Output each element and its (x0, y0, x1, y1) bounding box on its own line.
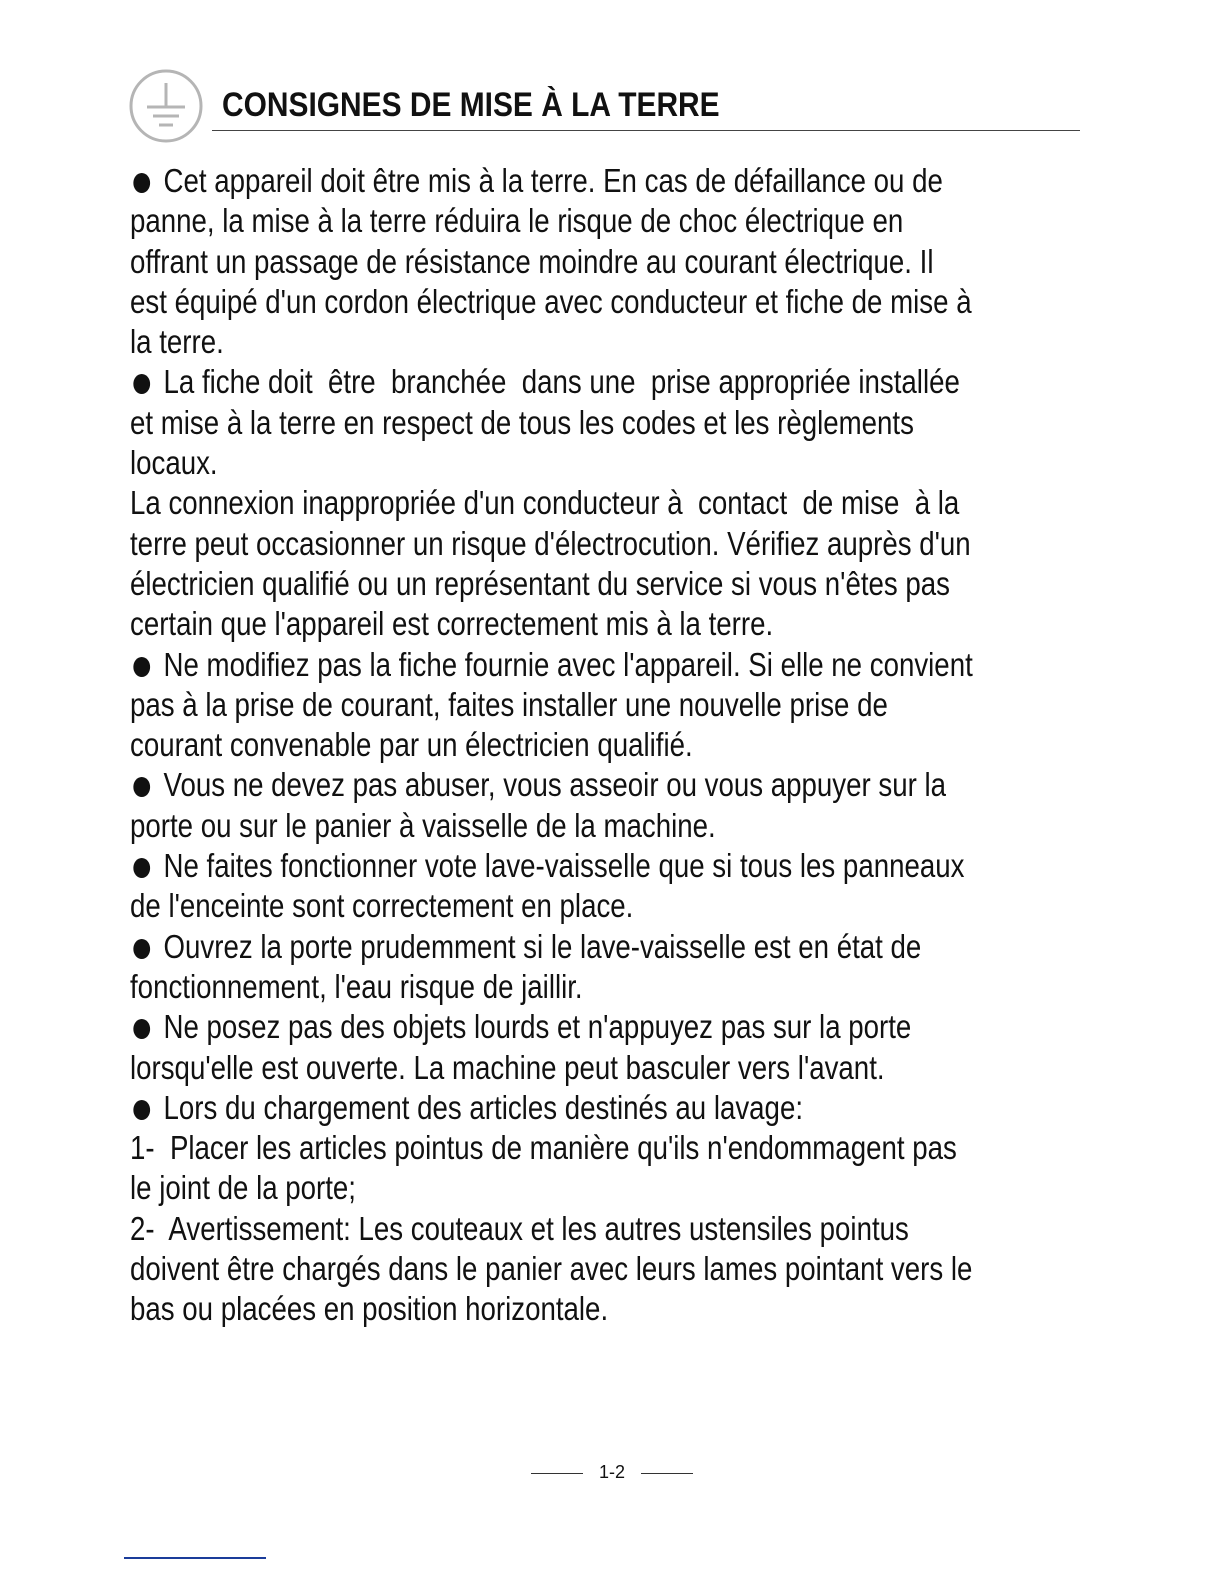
text-line (130, 1048, 976, 1088)
bullet-line (130, 161, 976, 201)
text-line (130, 1249, 976, 1289)
line-text: lorsqu'elle est ouverte. La machine peut basculer vers l'avant. (130, 1048, 885, 1086)
bullet-icon (133, 657, 150, 677)
bottom-left-rule (124, 1557, 266, 1559)
bullet-icon (133, 374, 150, 394)
bullet-line (130, 1007, 976, 1047)
line-text: locaux. (130, 444, 218, 482)
bullet-line (130, 362, 976, 402)
bullet-icon (133, 1100, 150, 1120)
text-line (130, 242, 976, 282)
line-text: est équipé d'un cordon électrique avec conducteur et fiche de mise à (130, 282, 972, 320)
text-line (130, 886, 976, 926)
text-line (130, 725, 976, 765)
text-line (130, 201, 976, 241)
line-text: Ouvrez la porte prudemment si le lave-vaisselle est en état de (163, 927, 922, 965)
text-line (130, 564, 976, 604)
text-line (130, 1209, 976, 1249)
text-line (130, 604, 976, 644)
title-underline (212, 130, 1080, 131)
text-line (130, 685, 976, 725)
line-text: la terre. (130, 323, 224, 361)
text-line (130, 524, 976, 564)
page-title: CONSIGNES DE MISE À LA TERRE (222, 86, 720, 124)
line-text: Vous ne devez pas abuser, vous asseoir ou vous appuyer sur la (163, 766, 947, 804)
text-line (130, 322, 976, 362)
text-line (130, 483, 976, 523)
bullet-icon (133, 858, 150, 878)
page-footer (0, 1462, 1224, 1483)
section-header (128, 68, 1080, 148)
line-text: La fiche doit être branchée dans une prise appropriée installée (163, 363, 960, 401)
line-text: fonctionnement, l'eau risque de jaillir. (130, 967, 583, 1005)
line-text: bas ou placées en position horizontale. (130, 1290, 609, 1328)
line-text: et mise à la terre en respect de tous les codes et les règlements (130, 403, 914, 441)
line-text: pas à la prise de courant, faites installer une nouvelle prise de (130, 685, 888, 723)
text-line (130, 967, 976, 1007)
bullet-line (130, 927, 976, 967)
bullet-line (130, 645, 976, 685)
bullet-line (130, 765, 976, 805)
line-text: panne, la mise à la terre réduira le risque de choc électrique en (130, 202, 904, 240)
line-text: offrant un passage de résistance moindre au courant électrique. Il (130, 242, 934, 280)
line-text: Ne modifiez pas la fiche fournie avec l'appareil. Si elle ne convient (163, 645, 973, 683)
ground-symbol-icon (128, 68, 204, 144)
text-line (130, 282, 976, 322)
text-line (130, 806, 976, 846)
line-text: doivent être chargés dans le panier avec leurs lames pointant vers le (130, 1250, 973, 1288)
line-text: Lors du chargement des articles destinés au lavage: (163, 1088, 804, 1126)
line-text: La connexion inappropriée d'un conducteur à contact de mise à la (130, 484, 960, 522)
line-text: terre peut occasionner un risque d'électrocution. Vérifiez auprès d'un (130, 524, 971, 562)
line-text: 2- Avertissement: Les couteaux et les autres ustensiles pointus (130, 1209, 909, 1247)
bullet-line (130, 1088, 976, 1128)
footer-dash-left (531, 1473, 583, 1474)
line-text: le joint de la porte; (130, 1169, 356, 1207)
bullet-icon (133, 1019, 150, 1039)
line-text: de l'enceinte sont correctement en place. (130, 887, 634, 925)
line-text: Cet appareil doit être mis à la terre. En cas de défaillance ou de (163, 162, 943, 199)
line-text: électricien qualifié ou un représentant du service si vous n'êtes pas (130, 564, 951, 602)
bullet-icon (133, 939, 150, 959)
line-text: courant convenable par un électricien qualifié. (130, 726, 693, 764)
instructions-body (130, 161, 1140, 1330)
line-text: 1- Placer les articles pointus de manière qu'ils n'endommagent pas (130, 1129, 957, 1167)
text-line (130, 443, 976, 483)
bullet-icon (133, 173, 150, 193)
text-line (130, 1128, 976, 1168)
footer-dash-right (641, 1473, 693, 1474)
line-text: certain que l'appareil est correctement mis à la terre. (130, 605, 774, 643)
text-line (130, 1289, 976, 1329)
line-text: Ne posez pas des objets lourds et n'appuyez pas sur la porte (163, 1008, 912, 1046)
line-text: Ne faites fonctionner vote lave-vaisselle que si tous les panneaux (163, 847, 965, 885)
bullet-icon (133, 777, 150, 797)
text-line (130, 403, 976, 443)
text-line (130, 1168, 976, 1208)
bullet-line (130, 846, 976, 886)
page-number: 1-2 (598, 1462, 625, 1482)
line-text: porte ou sur le panier à vaisselle de la machine. (130, 806, 716, 844)
